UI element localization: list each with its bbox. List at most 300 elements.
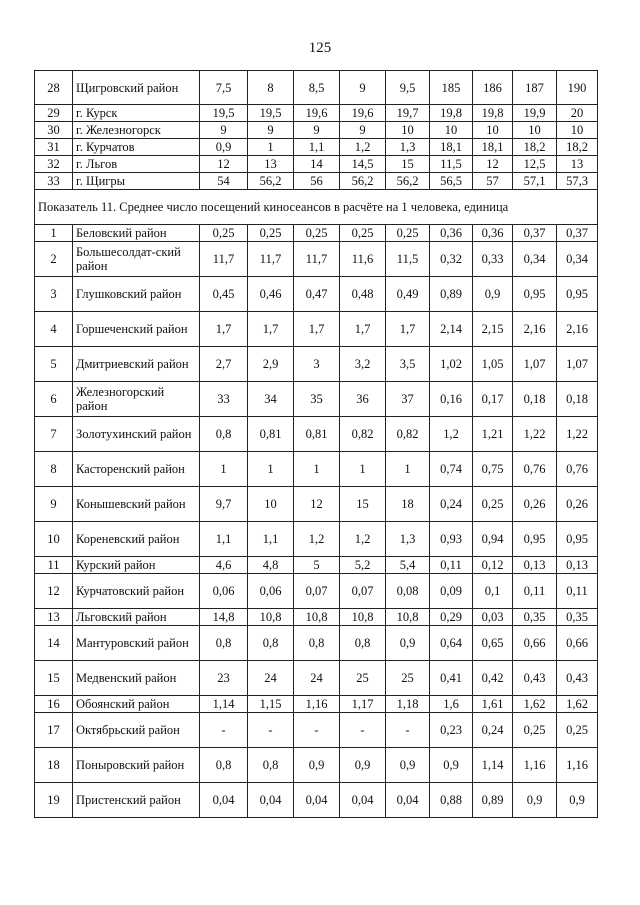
value-cell: 0,25	[513, 713, 557, 748]
value-cell: 0,36	[473, 225, 513, 242]
district-name: г. Курчатов	[73, 139, 200, 156]
value-cell: 0,08	[386, 574, 430, 609]
value-cell: 33	[200, 382, 248, 417]
value-cell: 0,49	[386, 277, 430, 312]
district-name: Октябрьский район	[73, 713, 200, 748]
value-cell: 13	[248, 156, 294, 173]
value-cell: 36	[340, 382, 386, 417]
value-cell: 19,6	[294, 105, 340, 122]
value-cell: 1,18	[386, 696, 430, 713]
value-cell: 1,3	[386, 139, 430, 156]
value-cell: 0,8	[200, 748, 248, 783]
value-cell: 1,16	[294, 696, 340, 713]
value-cell: 1,14	[200, 696, 248, 713]
value-cell: 0,12	[473, 557, 513, 574]
value-cell: 19,8	[430, 105, 473, 122]
value-cell: 0,9	[340, 748, 386, 783]
value-cell: 1,1	[200, 522, 248, 557]
value-cell: 1,7	[248, 312, 294, 347]
value-cell: 0,94	[473, 522, 513, 557]
value-cell: 0,24	[430, 487, 473, 522]
value-cell: 0,07	[294, 574, 340, 609]
value-cell: 18,1	[430, 139, 473, 156]
value-cell: 9,5	[386, 71, 430, 105]
table-row	[35, 277, 598, 312]
value-cell: 1,3	[386, 522, 430, 557]
row-number: 32	[35, 156, 73, 173]
table-row	[35, 696, 598, 713]
value-cell: 3	[294, 347, 340, 382]
value-cell: 1,21	[473, 417, 513, 452]
value-cell: 0,43	[557, 661, 598, 696]
value-cell: 1,2	[340, 139, 386, 156]
row-number: 15	[35, 661, 73, 696]
value-cell: 0,32	[430, 242, 473, 277]
value-cell: 185	[430, 71, 473, 105]
district-name: Пристенский район	[73, 783, 200, 818]
value-cell: 19,6	[340, 105, 386, 122]
value-cell: 1	[200, 452, 248, 487]
value-cell: 5,4	[386, 557, 430, 574]
table-row	[35, 71, 598, 105]
value-cell: 15	[340, 487, 386, 522]
district-name: Горшеченский район	[73, 312, 200, 347]
value-cell: 0,04	[294, 783, 340, 818]
district-name: Курчатовский район	[73, 574, 200, 609]
value-cell: 2,14	[430, 312, 473, 347]
value-cell: 37	[386, 382, 430, 417]
row-number: 11	[35, 557, 73, 574]
row-number: 12	[35, 574, 73, 609]
table-row	[35, 312, 598, 347]
value-cell: 12	[294, 487, 340, 522]
row-number: 6	[35, 382, 73, 417]
value-cell: 0,06	[248, 574, 294, 609]
value-cell: 0,25	[473, 487, 513, 522]
value-cell: 0,8	[248, 626, 294, 661]
table-row	[35, 173, 598, 190]
value-cell: 10	[473, 122, 513, 139]
value-cell: -	[294, 713, 340, 748]
value-cell: 9,7	[200, 487, 248, 522]
row-number: 18	[35, 748, 73, 783]
value-cell: 56	[294, 173, 340, 190]
value-cell: 10,8	[248, 609, 294, 626]
value-cell: 7,5	[200, 71, 248, 105]
value-cell: 1,7	[340, 312, 386, 347]
value-cell: 1,05	[473, 347, 513, 382]
value-cell: 0,9	[200, 139, 248, 156]
value-cell: 190	[557, 71, 598, 105]
value-cell: 1,02	[430, 347, 473, 382]
value-cell: 0,9	[473, 277, 513, 312]
value-cell: 1,2	[294, 522, 340, 557]
value-cell: 0,36	[430, 225, 473, 242]
value-cell: 0,65	[473, 626, 513, 661]
value-cell: 10,8	[340, 609, 386, 626]
value-cell: 0,9	[513, 783, 557, 818]
value-cell: 2,15	[473, 312, 513, 347]
value-cell: 10	[557, 122, 598, 139]
row-number: 16	[35, 696, 73, 713]
value-cell: 0,81	[294, 417, 340, 452]
row-number: 1	[35, 225, 73, 242]
value-cell: 1,07	[557, 347, 598, 382]
value-cell: 1,7	[386, 312, 430, 347]
value-cell: 0,43	[513, 661, 557, 696]
value-cell: 9	[294, 122, 340, 139]
row-number: 7	[35, 417, 73, 452]
value-cell: 24	[294, 661, 340, 696]
value-cell: 3,2	[340, 347, 386, 382]
district-name: Большесолдат-ский район	[73, 242, 200, 277]
value-cell: 14	[294, 156, 340, 173]
table-row	[35, 139, 598, 156]
value-cell: 0,9	[386, 748, 430, 783]
value-cell: 1,14	[473, 748, 513, 783]
value-cell: 25	[386, 661, 430, 696]
table-row	[35, 452, 598, 487]
value-cell: 1,2	[430, 417, 473, 452]
value-cell: 0,18	[513, 382, 557, 417]
value-cell: 1,17	[340, 696, 386, 713]
value-cell: 0,34	[513, 242, 557, 277]
value-cell: 4,6	[200, 557, 248, 574]
value-cell: 0,04	[248, 783, 294, 818]
value-cell: 0,24	[473, 713, 513, 748]
value-cell: 0,13	[513, 557, 557, 574]
district-name: г. Щигры	[73, 173, 200, 190]
value-cell: 0,47	[294, 277, 340, 312]
value-cell: 0,89	[430, 277, 473, 312]
value-cell: 56,2	[340, 173, 386, 190]
value-cell: 2,16	[513, 312, 557, 347]
value-cell: 0,9	[557, 783, 598, 818]
value-cell: 1,16	[557, 748, 598, 783]
value-cell: 1,2	[340, 522, 386, 557]
value-cell: 54	[200, 173, 248, 190]
table-row	[35, 626, 598, 661]
value-cell: 18,1	[473, 139, 513, 156]
value-cell: 14,5	[340, 156, 386, 173]
value-cell: 187	[513, 71, 557, 105]
value-cell: 1,7	[294, 312, 340, 347]
row-number: 3	[35, 277, 73, 312]
district-name: Глушковский район	[73, 277, 200, 312]
value-cell: 23	[200, 661, 248, 696]
value-cell: 1,7	[200, 312, 248, 347]
row-number: 14	[35, 626, 73, 661]
value-cell: 0,93	[430, 522, 473, 557]
value-cell: 56,2	[248, 173, 294, 190]
value-cell: 0,42	[473, 661, 513, 696]
value-cell: 0,09	[430, 574, 473, 609]
district-name: Дмитриевский район	[73, 347, 200, 382]
value-cell: 34	[248, 382, 294, 417]
row-number: 2	[35, 242, 73, 277]
value-cell: 19,9	[513, 105, 557, 122]
row-number: 29	[35, 105, 73, 122]
value-cell: 9	[200, 122, 248, 139]
table-row	[35, 783, 598, 818]
table-row	[35, 347, 598, 382]
value-cell: 0,81	[248, 417, 294, 452]
value-cell: 0,37	[557, 225, 598, 242]
value-cell: 57,3	[557, 173, 598, 190]
district-name: Обоянский район	[73, 696, 200, 713]
row-number: 9	[35, 487, 73, 522]
value-cell: 1,15	[248, 696, 294, 713]
value-cell: 1	[248, 452, 294, 487]
value-cell: 0,25	[294, 225, 340, 242]
value-cell: 0,17	[473, 382, 513, 417]
value-cell: 11,6	[340, 242, 386, 277]
value-cell: 0,8	[248, 748, 294, 783]
value-cell: 15	[386, 156, 430, 173]
district-name: Медвенский район	[73, 661, 200, 696]
value-cell: 1,62	[557, 696, 598, 713]
value-cell: 10	[513, 122, 557, 139]
value-cell: 0,8	[200, 417, 248, 452]
value-cell: 1,16	[513, 748, 557, 783]
value-cell: 5,2	[340, 557, 386, 574]
value-cell: 0,13	[557, 557, 598, 574]
value-cell: 1,62	[513, 696, 557, 713]
value-cell: 19,8	[473, 105, 513, 122]
table-row	[35, 156, 598, 173]
value-cell: 11,5	[430, 156, 473, 173]
value-cell: 2,16	[557, 312, 598, 347]
value-cell: 1,22	[557, 417, 598, 452]
table-row	[35, 661, 598, 696]
table-row	[35, 242, 598, 277]
table-row	[35, 609, 598, 626]
value-cell: 9	[340, 122, 386, 139]
table-section-header	[35, 190, 598, 225]
table-row	[35, 225, 598, 242]
district-name: г. Железногорск	[73, 122, 200, 139]
value-cell: 0,25	[340, 225, 386, 242]
value-cell: 0,25	[200, 225, 248, 242]
value-cell: 0,35	[557, 609, 598, 626]
value-cell: 0,45	[200, 277, 248, 312]
value-cell: 0,26	[557, 487, 598, 522]
table-row	[35, 487, 598, 522]
value-cell: 10	[248, 487, 294, 522]
district-name: Железногорский район	[73, 382, 200, 417]
value-cell: 0,04	[340, 783, 386, 818]
value-cell: 18,2	[513, 139, 557, 156]
value-cell: -	[200, 713, 248, 748]
value-cell: 12	[473, 156, 513, 173]
row-number: 19	[35, 783, 73, 818]
value-cell: 8,5	[294, 71, 340, 105]
value-cell: 0,76	[557, 452, 598, 487]
table-row	[35, 557, 598, 574]
district-name: г. Льгов	[73, 156, 200, 173]
value-cell: 11,7	[294, 242, 340, 277]
value-cell: 1,61	[473, 696, 513, 713]
value-cell: 57	[473, 173, 513, 190]
value-cell: 1	[386, 452, 430, 487]
table-row	[35, 713, 598, 748]
district-name: Мантуровский район	[73, 626, 200, 661]
value-cell: 0,1	[473, 574, 513, 609]
value-cell: 25	[340, 661, 386, 696]
value-cell: 2,9	[248, 347, 294, 382]
value-cell: 0,07	[340, 574, 386, 609]
value-cell: 0,8	[200, 626, 248, 661]
row-number: 13	[35, 609, 73, 626]
value-cell: 186	[473, 71, 513, 105]
value-cell: 12	[200, 156, 248, 173]
table-row	[35, 122, 598, 139]
value-cell: 12,5	[513, 156, 557, 173]
value-cell: 0,37	[513, 225, 557, 242]
value-cell: 56,2	[386, 173, 430, 190]
value-cell: 0,66	[513, 626, 557, 661]
value-cell: 0,35	[513, 609, 557, 626]
value-cell: 0,06	[200, 574, 248, 609]
value-cell: 0,03	[473, 609, 513, 626]
value-cell: 10	[430, 122, 473, 139]
table-row	[35, 417, 598, 452]
value-cell: 0,88	[430, 783, 473, 818]
table-row	[35, 382, 598, 417]
value-cell: 0,46	[248, 277, 294, 312]
indicator-table	[34, 70, 598, 818]
district-name: Касторенский район	[73, 452, 200, 487]
value-cell: 0,26	[513, 487, 557, 522]
value-cell: 0,82	[340, 417, 386, 452]
value-cell: 19,5	[200, 105, 248, 122]
value-cell: 0,18	[557, 382, 598, 417]
district-name: Льговский район	[73, 609, 200, 626]
row-number: 31	[35, 139, 73, 156]
value-cell: 1,1	[248, 522, 294, 557]
table-row	[35, 105, 598, 122]
value-cell: 0,16	[430, 382, 473, 417]
value-cell: 0,82	[386, 417, 430, 452]
value-cell: 14,8	[200, 609, 248, 626]
district-name: г. Курск	[73, 105, 200, 122]
value-cell: 0,76	[513, 452, 557, 487]
value-cell: 0,89	[473, 783, 513, 818]
value-cell: 0,25	[248, 225, 294, 242]
value-cell: 19,5	[248, 105, 294, 122]
value-cell: 9	[248, 122, 294, 139]
value-cell: 0,11	[430, 557, 473, 574]
value-cell: 0,23	[430, 713, 473, 748]
value-cell: 57,1	[513, 173, 557, 190]
district-name: Курский район	[73, 557, 200, 574]
district-name: Кореневский район	[73, 522, 200, 557]
value-cell: -	[340, 713, 386, 748]
value-cell: -	[248, 713, 294, 748]
table-row	[35, 574, 598, 609]
value-cell: 0,9	[430, 748, 473, 783]
value-cell: 13	[557, 156, 598, 173]
row-number: 10	[35, 522, 73, 557]
table-section-top	[35, 71, 598, 190]
value-cell: 1,22	[513, 417, 557, 452]
value-cell: 0,34	[557, 242, 598, 277]
value-cell: 0,95	[513, 277, 557, 312]
value-cell: 0,9	[386, 626, 430, 661]
district-name: Щигровский район	[73, 71, 200, 105]
value-cell: 0,33	[473, 242, 513, 277]
value-cell: 0,11	[557, 574, 598, 609]
value-cell: 0,04	[386, 783, 430, 818]
value-cell: 8	[248, 71, 294, 105]
value-cell: 19,7	[386, 105, 430, 122]
value-cell: 56,5	[430, 173, 473, 190]
value-cell: 0,75	[473, 452, 513, 487]
district-name: Поныровский район	[73, 748, 200, 783]
value-cell: 11,5	[386, 242, 430, 277]
value-cell: 2,7	[200, 347, 248, 382]
row-number: 28	[35, 71, 73, 105]
value-cell: 3,5	[386, 347, 430, 382]
value-cell: 0,66	[557, 626, 598, 661]
value-cell: 10,8	[294, 609, 340, 626]
value-cell: 0,95	[557, 277, 598, 312]
value-cell: 1	[340, 452, 386, 487]
value-cell: 1,07	[513, 347, 557, 382]
value-cell: 0,8	[340, 626, 386, 661]
value-cell: 24	[248, 661, 294, 696]
value-cell: 0,11	[513, 574, 557, 609]
section-title-row	[35, 190, 598, 225]
value-cell: 1,1	[294, 139, 340, 156]
table-section-indicator-11	[35, 225, 598, 818]
value-cell: -	[386, 713, 430, 748]
value-cell: 1	[294, 452, 340, 487]
value-cell: 9	[340, 71, 386, 105]
value-cell: 0,8	[294, 626, 340, 661]
value-cell: 0,41	[430, 661, 473, 696]
row-number: 17	[35, 713, 73, 748]
value-cell: 0,95	[513, 522, 557, 557]
value-cell: 0,74	[430, 452, 473, 487]
value-cell: 0,25	[386, 225, 430, 242]
value-cell: 0,25	[557, 713, 598, 748]
page-number: 125	[308, 40, 332, 56]
value-cell: 1,6	[430, 696, 473, 713]
district-name: Беловский район	[73, 225, 200, 242]
row-number: 30	[35, 122, 73, 139]
row-number: 5	[35, 347, 73, 382]
value-cell: 18,2	[557, 139, 598, 156]
value-cell: 4,8	[248, 557, 294, 574]
section-title: Показатель 11. Среднее число посещений киносеансов в расчёте на 1 человека, единица	[35, 190, 598, 225]
value-cell: 11,7	[200, 242, 248, 277]
district-name: Золотухинский район	[73, 417, 200, 452]
row-number: 4	[35, 312, 73, 347]
value-cell: 0,64	[430, 626, 473, 661]
value-cell: 0,48	[340, 277, 386, 312]
table-row	[35, 522, 598, 557]
value-cell: 10	[386, 122, 430, 139]
value-cell: 0,95	[557, 522, 598, 557]
row-number: 33	[35, 173, 73, 190]
district-name: Конышевский район	[73, 487, 200, 522]
value-cell: 20	[557, 105, 598, 122]
value-cell: 5	[294, 557, 340, 574]
value-cell: 18	[386, 487, 430, 522]
value-cell: 0,29	[430, 609, 473, 626]
value-cell: 0,04	[200, 783, 248, 818]
